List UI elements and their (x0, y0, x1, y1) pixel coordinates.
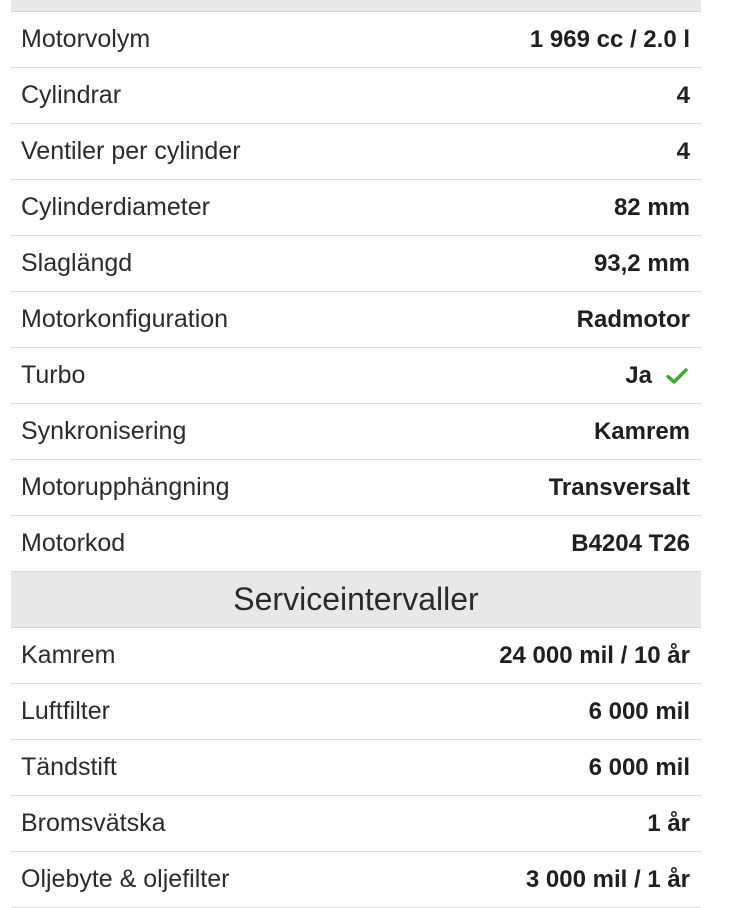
spec-value: Radmotor (576, 305, 690, 333)
spec-label: Motorkod (21, 529, 126, 557)
spec-label: Synkronisering (21, 417, 187, 445)
spec-value: Kamrem (593, 417, 690, 445)
spec-label: Slaglängd (21, 249, 133, 277)
spec-label: Tändstift (21, 753, 117, 781)
spec-value: B4204 T26 (571, 529, 690, 557)
spec-value: 82 mm (613, 193, 690, 221)
spec-row-motorupphangning (11, 460, 701, 516)
spec-value: 1 år (647, 809, 690, 837)
check-icon (666, 367, 688, 385)
spec-table (11, 0, 701, 908)
spec-row-motorkod (11, 516, 701, 572)
service-row-kamrem (11, 628, 701, 684)
spec-value: 4 (676, 81, 690, 109)
spec-value: 6 000 mil (588, 753, 690, 781)
service-row-luftfilter (11, 684, 701, 740)
spec-label: Kamrem (21, 641, 116, 669)
spec-label: Turbo (21, 361, 86, 389)
spec-row-synkronisering (11, 404, 701, 460)
spec-value: Transversalt (548, 473, 690, 501)
spec-value: 3 000 mil / 1 år (525, 865, 690, 893)
spec-row-motorkonfiguration (11, 292, 701, 348)
spec-value: 4 (676, 137, 690, 165)
section-title (315, 0, 397, 2)
spec-row-slaglangd (11, 236, 701, 292)
spec-row-motorvolym (11, 12, 701, 68)
spec-row-cylindrar (11, 68, 701, 124)
spec-label: Cylinderdiameter (21, 193, 210, 221)
spec-row-turbo (11, 348, 701, 404)
spec-value-with-icon (625, 362, 690, 390)
section-header-engine (11, 0, 701, 12)
spec-value: 93,2 mm (593, 249, 690, 277)
spec-label: Motorvolym (21, 25, 151, 53)
spec-label: Motorkonfiguration (21, 305, 229, 333)
spec-value: 24 000 mil / 10 år (499, 641, 690, 669)
spec-value: 6 000 mil (588, 697, 690, 725)
spec-label: Bromsvätska (21, 809, 166, 837)
service-row-bromsvatska (11, 796, 701, 852)
spec-label: Cylindrar (21, 81, 122, 109)
spec-label: Motorupphängning (21, 473, 230, 501)
spec-row-cylinderdiameter (11, 180, 701, 236)
spec-label: Luftfilter (21, 697, 110, 725)
section-header-service (11, 572, 701, 628)
spec-label: Oljebyte & oljefilter (21, 865, 230, 893)
spec-value-text: Ja (625, 361, 652, 389)
spec-row-ventiler (11, 124, 701, 180)
service-row-tandstift (11, 740, 701, 796)
service-row-oljebyte (11, 852, 701, 908)
section-title: Serviceintervaller (233, 581, 479, 617)
spec-label: Ventiler per cylinder (21, 137, 241, 165)
spec-value: 1 969 cc / 2.0 l (529, 25, 690, 53)
